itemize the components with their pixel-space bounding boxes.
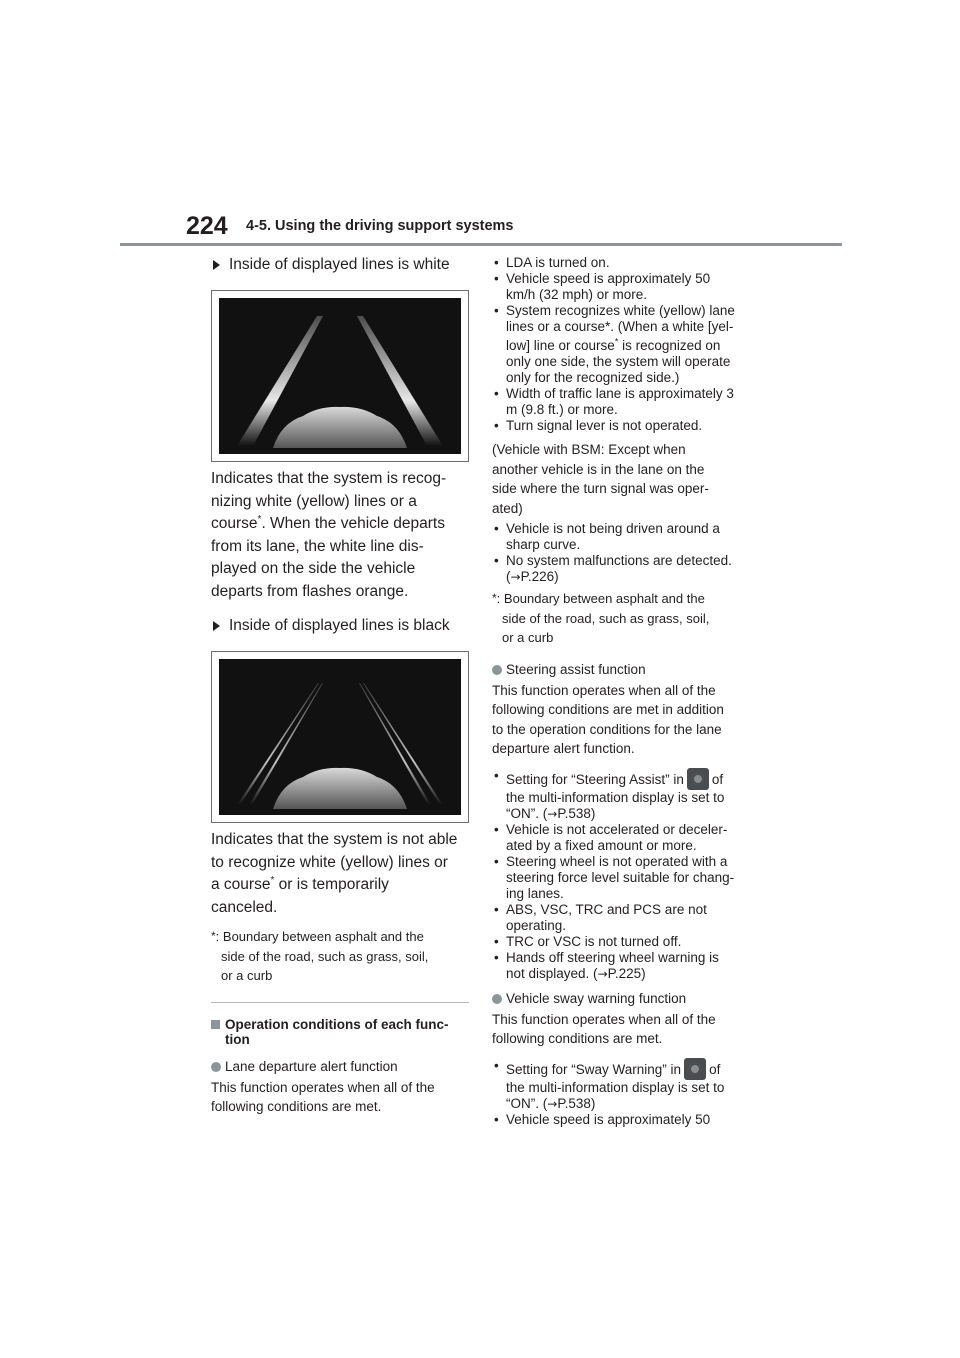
sway-warning-description: This function operates when all of the following conditions are met.	[492, 1011, 716, 1046]
white-lines-illustration	[211, 290, 469, 462]
triangle-bullet-icon	[213, 260, 220, 270]
bsm-note: (Vehicle with BSM: Except when another vehicle is in the lane on the side where the turn signal was oper- ated)	[492, 442, 709, 516]
square-bullet-icon	[211, 1020, 220, 1029]
list-item: • System recognizes white (yellow) lane lines or a course*. (When a white [yel- low] line or course* is recognized on only one side, the system will operate only for the recognized side.)	[492, 303, 762, 386]
circle-bullet-icon	[492, 665, 502, 675]
list-item: • LDA is turned on.	[492, 255, 762, 271]
circle-bullet-icon	[492, 994, 502, 1004]
black-lines-illustration	[211, 651, 469, 823]
list-item: • TRC or VSC is not turned off.	[492, 934, 762, 950]
arrow-right-icon: →	[547, 806, 558, 821]
gear-icon	[687, 768, 709, 790]
lda-heading: Lane departure alert function	[211, 1058, 469, 1076]
gear-icon	[684, 1058, 706, 1080]
lda-description: This function operates when all of the following conditions are met.	[211, 1079, 435, 1114]
steering-assist-heading: Steering assist function	[492, 661, 762, 679]
list-item: • ABS, VSC, TRC and PCS are not operating.	[492, 902, 762, 934]
lane-display-white-image	[219, 298, 461, 454]
list-item: • Turn signal lever is not operated.	[492, 418, 762, 434]
list-item: • Setting for “Sway Warning” in of the multi-information display is set to “ON”. (→P.538)	[492, 1058, 762, 1112]
left-footnote: *: Boundary between asphalt and the side of the road, such as grass, soil, or a curb	[211, 929, 429, 983]
arrow-right-icon: →	[510, 570, 521, 584]
black-lines-heading: Inside of displayed lines is black	[211, 616, 469, 636]
list-item: • Vehicle speed is approximately 50 km/h (32 mph) or more.	[492, 271, 762, 303]
steering-assist-description: This function operates when all of the following conditions are met in addition to the operation conditions for the lane departure alert function.	[492, 682, 724, 756]
list-item: • No system malfunctions are detected. (→P.226)	[492, 553, 762, 585]
white-lines-description: Indicates that the system is recog- nizing white (yellow) lines or a course*. When the vehicle departs from its lane, the white line dis- played on the side the vehicle departs from flashes orange.	[211, 470, 447, 600]
right-footnote: *: Boundary between asphalt and the side of the road, such as grass, soil, or a curb	[492, 591, 710, 645]
list-item: • Vehicle speed is approximately 50	[492, 1112, 762, 1128]
lane-display-black-image	[219, 659, 461, 815]
black-lines-description: Indicates that the system is not able to recognize white (yellow) lines or a course* or is temporarily canceled.	[211, 831, 458, 916]
header-rule	[120, 243, 842, 246]
left-column	[211, 255, 469, 1117]
section-divider	[211, 1002, 469, 1003]
sway-warning-conditions-list	[492, 1058, 762, 1128]
list-item: • Width of traffic lane is approximately 3 m (9.8 ft.) or more.	[492, 386, 762, 418]
lda-conditions-list	[492, 255, 762, 434]
arrow-right-icon: →	[547, 1096, 558, 1111]
right-column	[492, 255, 762, 1128]
triangle-bullet-icon	[213, 621, 220, 631]
white-lines-heading: Inside of displayed lines is white	[211, 255, 469, 275]
arrow-right-icon: →	[597, 966, 608, 981]
sway-warning-heading: Vehicle sway warning function	[492, 990, 762, 1008]
list-item: • Hands off steering wheel warning is not displayed. (→P.225)	[492, 950, 762, 982]
operation-conditions-heading: Operation conditions of each func- tion	[211, 1017, 469, 1047]
list-item: • Vehicle is not accelerated or deceler- ated by a fixed amount or more.	[492, 822, 762, 854]
list-item: • Setting for “Steering Assist” in of the multi-information display is set to “ON”. (→P.538)	[492, 768, 762, 822]
page-number: 224	[186, 212, 228, 240]
lda-more-conditions-list	[492, 521, 762, 585]
circle-bullet-icon	[211, 1062, 221, 1072]
list-item: • Steering wheel is not operated with a steering force level suitable for chang- ing lanes.	[492, 854, 762, 902]
steering-assist-conditions-list	[492, 768, 762, 982]
list-item: • Vehicle is not being driven around a sharp curve.	[492, 521, 762, 553]
section-title: 4-5. Using the driving support systems	[246, 218, 514, 234]
